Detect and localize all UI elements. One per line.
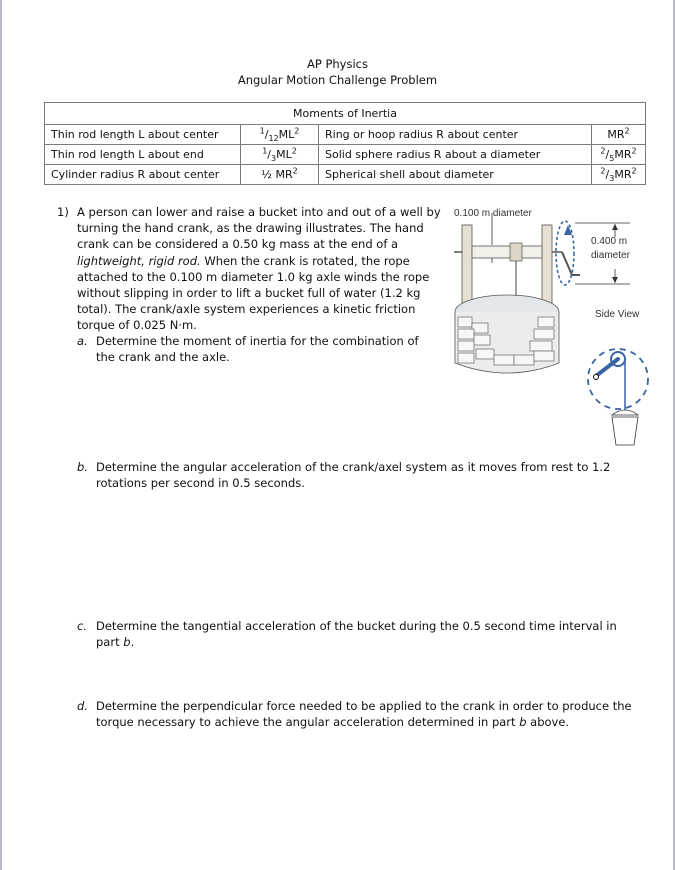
crank-diameter-label-line2: diameter (591, 250, 630, 261)
well-illustration (450, 205, 670, 455)
inertia-formula: ½ $MR^2$ (241, 165, 319, 185)
shape-label: Solid sphere radius R about a diameter (319, 145, 592, 165)
part-label: c. (77, 619, 87, 633)
part-text: Determine the moment of inertia for the combination of the crank and the axle. (96, 334, 419, 365)
page-title: Angular Motion Challenge Problem (237, 73, 438, 87)
inertia-formula: $^2/_5MR^2$ (592, 145, 646, 165)
part-label: a. (77, 334, 88, 348)
inertia-formula: $^1/_{12}ML^2$ (241, 125, 319, 145)
part-text: Determine the perpendicular force needed to be applied to the crank in order to produce the torque necessary to achieve the angular acceleration determined in part b above. (96, 699, 632, 730)
inertia-formula: $^1/_3ML^2$ (241, 145, 319, 165)
well-figure (450, 205, 670, 455)
problem-number: 1) (57, 205, 69, 219)
problem-statement: A person can lower and raise a bucket into and out of a well by turning the hand crank, as the drawing illustrates. The hand crank can be considered a 0.50 kg mass at the end of a lightweight, rigid rod. When the crank is rotated, the rope attached to the 0.100 m diameter 1.0 kg axle winds the rope without slipping in order to lift a bucket full of water (1.2 kg total). The crank/axle system experiences a kinetic friction torque of 0.025 N·m. (77, 205, 441, 333)
side-view-label: Side View (595, 309, 640, 320)
table-row (45, 165, 646, 185)
table-header-row (45, 103, 646, 125)
shape-label: Thin rod length L about center (45, 125, 241, 145)
page-edge-left (0, 0, 2, 870)
shape-label: Spherical shell about diameter (319, 165, 592, 185)
moments-of-inertia-table (44, 102, 646, 185)
axle-diameter-label: 0.100 m diameter (454, 208, 532, 219)
part-label: b. (77, 460, 88, 474)
shape-label: Ring or hoop radius R about center (319, 125, 592, 145)
course-title: AP Physics (307, 57, 368, 71)
table-row (45, 145, 646, 165)
part-text: Determine the angular acceleration of the crank/axel system as it moves from rest to 1.2 rotations per second in 0.5 seconds. (96, 460, 611, 491)
shape-label: Thin rod length L about end (45, 145, 241, 165)
inertia-formula: $MR^2$ (592, 125, 646, 145)
shape-label: Cylinder radius R about center (45, 165, 241, 185)
crank-diameter-label-line1: 0.400 m (591, 236, 628, 247)
table-row (45, 125, 646, 145)
part-text: Determine the tangential acceleration of the bucket during the 0.5 second time interval in part b. (96, 619, 617, 650)
part-label: d. (77, 699, 88, 713)
table-caption: Moments of Inertia (45, 103, 646, 125)
inertia-formula: $^2/_3MR^2$ (592, 165, 646, 185)
